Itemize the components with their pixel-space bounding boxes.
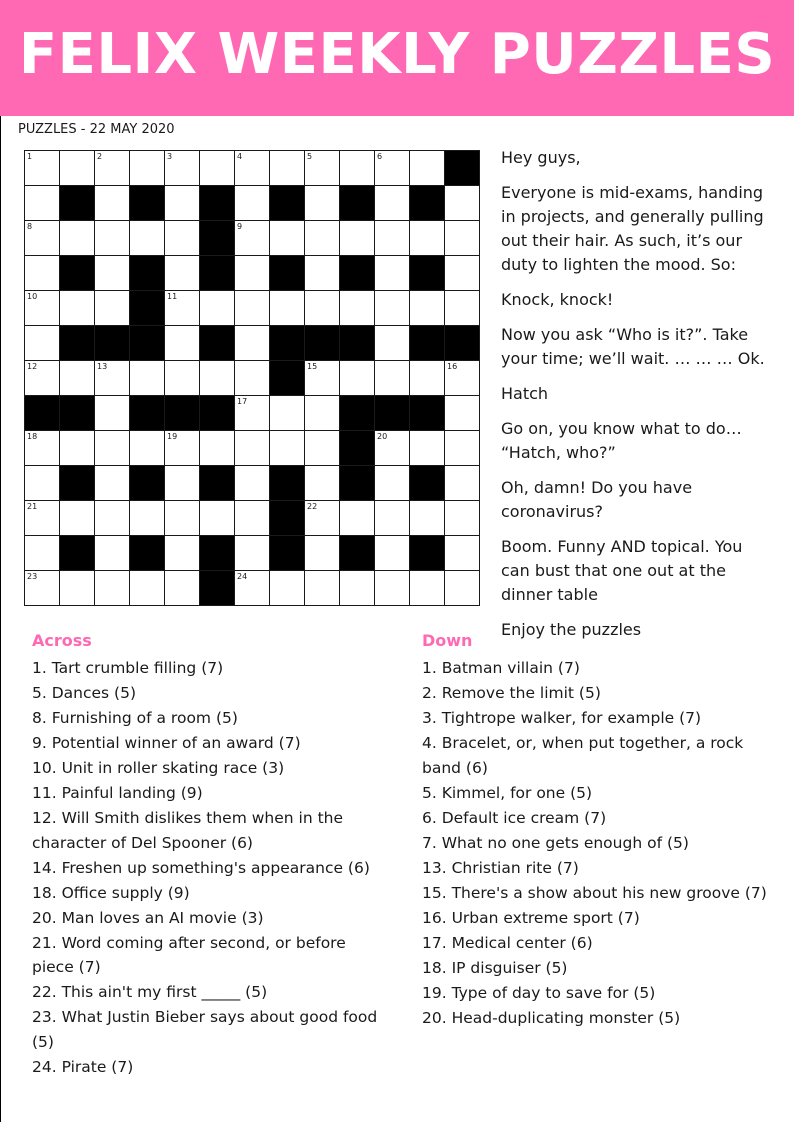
crossword-cell[interactable]: [445, 361, 480, 396]
intro-paragraph: Now you ask “Who is it?”. Take your time; we’ll wait. … … … Ok.: [501, 325, 765, 368]
crossword-cell[interactable]: [305, 501, 340, 536]
crossword-cell[interactable]: [235, 186, 270, 221]
crossword-cell[interactable]: [95, 396, 130, 431]
down-clue: 1. Batman villain (7): [422, 659, 580, 677]
crossword-block: [200, 571, 235, 606]
crossword-block: [200, 221, 235, 256]
crossword-cell[interactable]: [60, 571, 95, 606]
crossword-cell[interactable]: [25, 466, 60, 501]
crossword-cell[interactable]: [95, 466, 130, 501]
crossword-block: [410, 536, 445, 571]
across-clue: 20. Man loves an AI movie (3): [32, 908, 264, 927]
crossword-cell[interactable]: [165, 571, 200, 606]
crossword-cell[interactable]: [270, 431, 305, 466]
crossword-cell[interactable]: [305, 221, 340, 256]
crossword-block: [410, 326, 445, 361]
crossword-block: [340, 536, 375, 571]
crossword-cell[interactable]: [340, 221, 375, 256]
crossword-cell[interactable]: [60, 221, 95, 256]
crossword-cell[interactable]: [270, 221, 305, 256]
across-clue-list: [32, 656, 392, 1079]
crossword-cell[interactable]: [25, 221, 60, 256]
crossword-cell[interactable]: [445, 291, 480, 326]
across-clues: [32, 630, 392, 1080]
crossword-cell[interactable]: [445, 256, 480, 291]
crossword-cell[interactable]: [270, 291, 305, 326]
crossword-cell[interactable]: [445, 501, 480, 536]
crossword-cell[interactable]: [375, 291, 410, 326]
down-clue: 15. There's a show about his new groove (7): [422, 883, 767, 902]
crossword-cell[interactable]: [235, 291, 270, 326]
crossword-block: [130, 256, 165, 291]
clue-number: 24: [237, 572, 248, 581]
intro-paragraph: Hey guys,: [501, 148, 581, 167]
crossword-block: [25, 396, 60, 431]
crossword-cell[interactable]: [165, 151, 200, 186]
crossword-cell[interactable]: [60, 431, 95, 466]
down-clue: 4. Bracelet, or, when put together, a rock band (6): [422, 734, 744, 777]
crossword-block: [60, 186, 95, 221]
crossword-block: [200, 326, 235, 361]
down-clues: [422, 630, 778, 1031]
crossword-cell[interactable]: [25, 501, 60, 536]
crossword-cell[interactable]: [375, 361, 410, 396]
crossword-block: [130, 396, 165, 431]
clue-number: 10: [27, 292, 38, 301]
crossword-cell[interactable]: [200, 291, 235, 326]
crossword-cell[interactable]: [410, 501, 445, 536]
intro-paragraph: Boom. Funny AND topical. You can bust that one out at the dinner table: [501, 537, 743, 604]
crossword-cell[interactable]: [25, 361, 60, 396]
crossword-block: [130, 291, 165, 326]
down-clue: 17. Medical center (6): [422, 933, 593, 952]
crossword-cell[interactable]: [340, 501, 375, 536]
crossword-block: [340, 326, 375, 361]
crossword-block: [130, 326, 165, 361]
clue-number: 15: [307, 362, 318, 371]
header-banner: [0, 0, 794, 116]
down-clue: 18. IP disguiser (5): [422, 958, 568, 977]
crossword-block: [410, 466, 445, 501]
crossword-cell[interactable]: [375, 536, 410, 571]
crossword-cell[interactable]: [130, 221, 165, 256]
intro-paragraph: Oh, damn! Do you have coronavirus?: [501, 478, 693, 521]
crossword-cell[interactable]: [375, 431, 410, 466]
crossword-cell[interactable]: [305, 291, 340, 326]
clue-number: 9: [237, 222, 243, 231]
crossword-cell[interactable]: [130, 361, 165, 396]
crossword-block: [410, 396, 445, 431]
crossword-block: [200, 536, 235, 571]
down-clue: 16. Urban extreme sport (7): [422, 908, 640, 927]
clue-number: 20: [377, 432, 388, 441]
crossword-cell[interactable]: [200, 361, 235, 396]
crossword-cell[interactable]: [25, 536, 60, 571]
clue-number: 16: [447, 362, 458, 371]
crossword-cell[interactable]: [305, 466, 340, 501]
clue-number: 19: [167, 432, 178, 441]
issue-date: PUZZLES - 22 MAY 2020: [18, 122, 175, 137]
crossword-block: [340, 431, 375, 466]
crossword-grid[interactable]: [24, 150, 480, 606]
crossword-block: [270, 536, 305, 571]
crossword-block: [340, 256, 375, 291]
crossword-cell[interactable]: [165, 291, 200, 326]
crossword-cell[interactable]: [25, 571, 60, 606]
crossword-cell[interactable]: [25, 151, 60, 186]
down-clue: 2. Remove the limit (5): [422, 684, 601, 702]
across-clue: 5. Dances (5): [32, 684, 136, 702]
crossword-block: [340, 186, 375, 221]
clue-number: 2: [97, 152, 103, 161]
crossword-cell[interactable]: [445, 221, 480, 256]
crossword-cell[interactable]: [235, 221, 270, 256]
crossword-cell[interactable]: [410, 221, 445, 256]
crossword-cell[interactable]: [25, 256, 60, 291]
crossword-cell[interactable]: [235, 466, 270, 501]
down-clue: 7. What no one gets enough of (5): [422, 833, 689, 852]
crossword-cell[interactable]: [305, 396, 340, 431]
crossword-cell[interactable]: [25, 291, 60, 326]
crossword-block: [130, 186, 165, 221]
crossword-block: [270, 186, 305, 221]
crossword-cell[interactable]: [95, 151, 130, 186]
crossword-cell[interactable]: [130, 501, 165, 536]
crossword-cell[interactable]: [130, 431, 165, 466]
crossword-cell[interactable]: [445, 536, 480, 571]
crossword-block: [130, 536, 165, 571]
crossword-block: [60, 326, 95, 361]
crossword-block: [270, 466, 305, 501]
crossword-cell[interactable]: [95, 186, 130, 221]
clue-number: 11: [167, 292, 178, 301]
crossword-block: [305, 326, 340, 361]
intro-paragraph: Go on, you know what to do… “Hatch, who?”: [501, 419, 742, 462]
crossword-cell[interactable]: [375, 501, 410, 536]
crossword-cell[interactable]: [95, 256, 130, 291]
crossword-cell[interactable]: [340, 151, 375, 186]
crossword-cell[interactable]: [60, 291, 95, 326]
intro-text: [501, 146, 771, 653]
crossword-cell[interactable]: [445, 571, 480, 606]
down-clue: 3. Tightrope walker, for example (7): [422, 709, 702, 727]
crossword-cell[interactable]: [410, 151, 445, 186]
crossword-cell[interactable]: [130, 571, 165, 606]
crossword-cell[interactable]: [375, 326, 410, 361]
crossword-cell[interactable]: [235, 396, 270, 431]
down-clue: 5. Kimmel, for one (5): [422, 783, 593, 802]
down-clue-list: [422, 656, 778, 1030]
crossword-block: [340, 466, 375, 501]
crossword-cell[interactable]: [270, 571, 305, 606]
page-edge: [0, 116, 1, 1122]
crossword-cell[interactable]: [165, 221, 200, 256]
crossword-cell[interactable]: [375, 151, 410, 186]
crossword-cell[interactable]: [375, 256, 410, 291]
crossword-cell[interactable]: [305, 431, 340, 466]
crossword-cell[interactable]: [165, 431, 200, 466]
crossword-cell[interactable]: [445, 431, 480, 466]
down-heading: Down: [422, 631, 473, 650]
across-heading: Across: [32, 631, 92, 650]
clue-number: 1: [27, 152, 33, 161]
down-clue: 13. Christian rite (7): [422, 858, 579, 877]
crossword-block: [60, 536, 95, 571]
clue-number: 5: [307, 152, 313, 161]
clue-number: 3: [167, 152, 173, 161]
across-clue: 9. Potential winner of an award (7): [32, 734, 301, 752]
crossword-cell[interactable]: [270, 396, 305, 431]
clue-number: 12: [27, 362, 38, 371]
crossword-cell[interactable]: [60, 361, 95, 396]
crossword-cell[interactable]: [165, 361, 200, 396]
crossword-block: [270, 361, 305, 396]
page-title: FELIX WEEKLY PUZZLES: [18, 22, 776, 87]
clue-number: 6: [377, 152, 383, 161]
crossword-cell[interactable]: [165, 466, 200, 501]
clue-number: 13: [97, 362, 108, 371]
across-clue: 11. Painful landing (9): [32, 784, 203, 802]
crossword-cell[interactable]: [340, 571, 375, 606]
crossword-cell[interactable]: [165, 501, 200, 536]
crossword-block: [165, 396, 200, 431]
crossword-block: [200, 186, 235, 221]
crossword-cell[interactable]: [305, 571, 340, 606]
crossword-cell[interactable]: [305, 151, 340, 186]
crossword-block: [445, 151, 480, 186]
crossword-cell[interactable]: [95, 291, 130, 326]
crossword-cell[interactable]: [410, 291, 445, 326]
crossword-cell[interactable]: [25, 186, 60, 221]
clue-number: 18: [27, 432, 38, 441]
crossword-cell[interactable]: [25, 431, 60, 466]
across-clue: 18. Office supply (9): [32, 883, 190, 902]
crossword-block: [200, 396, 235, 431]
crossword-cell[interactable]: [235, 571, 270, 606]
crossword-cell[interactable]: [375, 466, 410, 501]
crossword-block: [60, 466, 95, 501]
clue-number: 23: [27, 572, 38, 581]
across-clue: 24. Pirate (7): [32, 1057, 134, 1076]
crossword-cell[interactable]: [95, 361, 130, 396]
crossword-cell[interactable]: [130, 151, 165, 186]
crossword-cell[interactable]: [305, 536, 340, 571]
crossword-cell[interactable]: [235, 536, 270, 571]
crossword-block: [60, 256, 95, 291]
crossword-cell[interactable]: [445, 186, 480, 221]
down-clue: 20. Head-duplicating monster (5): [422, 1008, 681, 1027]
crossword-cell[interactable]: [410, 361, 445, 396]
crossword-block: [130, 466, 165, 501]
crossword-block: [200, 256, 235, 291]
clue-number: 4: [237, 152, 243, 161]
crossword-cell[interactable]: [235, 431, 270, 466]
intro-paragraph: Hatch: [501, 384, 549, 403]
crossword-cell[interactable]: [235, 151, 270, 186]
crossword-cell[interactable]: [95, 431, 130, 466]
crossword-cell[interactable]: [200, 501, 235, 536]
crossword-cell[interactable]: [165, 536, 200, 571]
across-clue: 10. Unit in roller skating race (3): [32, 759, 285, 777]
crossword-cell[interactable]: [340, 361, 375, 396]
down-clue: 19. Type of day to save for (5): [422, 983, 656, 1002]
crossword-block: [95, 326, 130, 361]
crossword-cell[interactable]: [445, 396, 480, 431]
across-clue: 8. Furnishing of a room (5): [32, 709, 238, 727]
crossword-block: [200, 466, 235, 501]
crossword-cell[interactable]: [410, 571, 445, 606]
crossword-block: [60, 396, 95, 431]
crossword-block: [410, 256, 445, 291]
crossword-cell[interactable]: [305, 186, 340, 221]
crossword-cell[interactable]: [165, 186, 200, 221]
crossword-cell[interactable]: [95, 501, 130, 536]
crossword-cell[interactable]: [375, 221, 410, 256]
clue-number: 21: [27, 502, 38, 511]
crossword-cell[interactable]: [235, 361, 270, 396]
across-clue: 1. Tart crumble filling (7): [32, 659, 224, 677]
crossword-cell[interactable]: [305, 361, 340, 396]
crossword-block: [410, 186, 445, 221]
crossword-cell[interactable]: [445, 466, 480, 501]
crossword-block: [270, 501, 305, 536]
across-clue: 14. Freshen up something's appearance (6): [32, 858, 370, 877]
crossword-block: [340, 396, 375, 431]
crossword-cell[interactable]: [25, 326, 60, 361]
crossword-cell[interactable]: [375, 571, 410, 606]
crossword-block: [375, 396, 410, 431]
crossword-cell[interactable]: [235, 256, 270, 291]
across-clue: 21. Word coming after second, or before piece (7): [32, 933, 346, 976]
crossword-cell[interactable]: [200, 151, 235, 186]
crossword-cell[interactable]: [375, 186, 410, 221]
crossword-cell[interactable]: [60, 151, 95, 186]
crossword-block: [270, 326, 305, 361]
clue-number: 22: [307, 502, 318, 511]
crossword-cell[interactable]: [200, 431, 235, 466]
down-clue: 6. Default ice cream (7): [422, 808, 607, 827]
across-clue: 12. Will Smith dislikes them when in the character of Del Spooner (6): [32, 809, 344, 852]
crossword-cell[interactable]: [60, 501, 95, 536]
across-clue: 23. What Justin Bieber says about good food (5): [32, 1008, 378, 1051]
across-clue: 22. This ain't my first _____ (5): [32, 983, 268, 1001]
intro-paragraph: Everyone is mid-exams, handing in projects, and generally pulling out their hair. As such, it’s our duty to lighten the mood. So:: [501, 183, 764, 274]
crossword-cell[interactable]: [95, 536, 130, 571]
crossword-cell[interactable]: [235, 326, 270, 361]
crossword-cell[interactable]: [95, 221, 130, 256]
crossword-block: [445, 326, 480, 361]
crossword-block: [270, 256, 305, 291]
crossword-cell[interactable]: [95, 571, 130, 606]
intro-paragraph: Enjoy the puzzles: [501, 620, 642, 639]
crossword-cell[interactable]: [165, 256, 200, 291]
crossword-cell[interactable]: [235, 501, 270, 536]
crossword-cell[interactable]: [340, 291, 375, 326]
clue-number: 17: [237, 397, 248, 406]
intro-paragraph: Knock, knock!: [501, 290, 614, 309]
crossword-cell[interactable]: [165, 326, 200, 361]
clue-number: 8: [27, 222, 33, 231]
crossword-cell[interactable]: [410, 431, 445, 466]
crossword-cell[interactable]: [305, 256, 340, 291]
crossword-cell[interactable]: [270, 151, 305, 186]
